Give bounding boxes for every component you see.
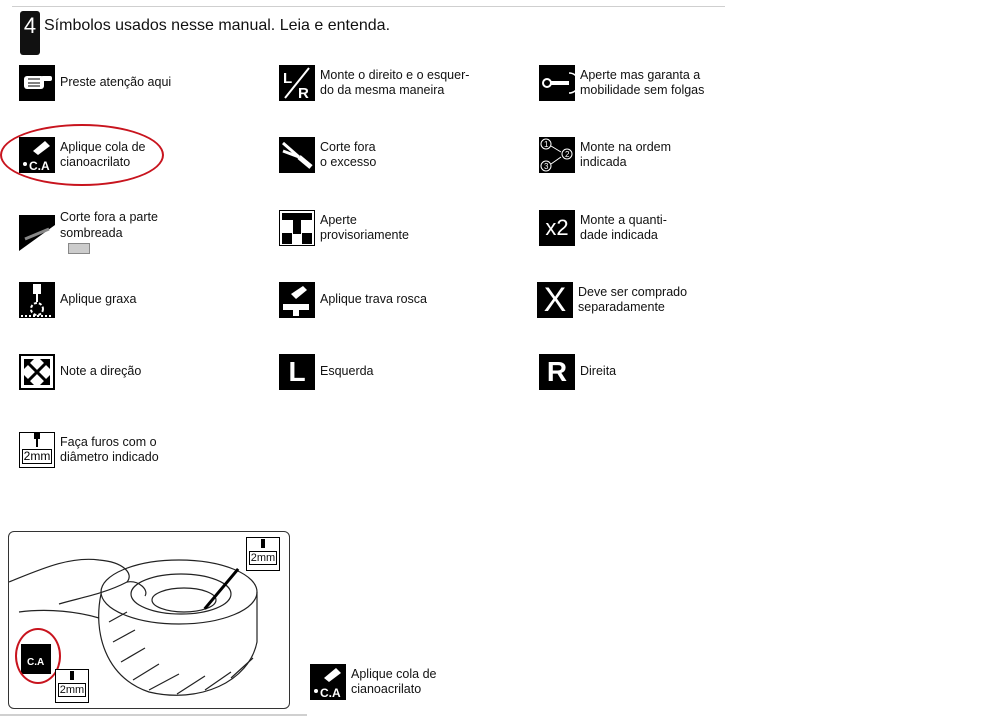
symbol-label: o excesso bbox=[320, 155, 377, 169]
callout-drill-bottom bbox=[55, 669, 89, 703]
symbol-label: do da mesma maneira bbox=[320, 83, 445, 97]
symbol-drill-hole bbox=[19, 432, 220, 468]
symbol-right bbox=[539, 354, 740, 390]
symbol-label: Monte o direito e o esquer- bbox=[320, 67, 470, 82]
tire-illustration bbox=[8, 531, 290, 709]
symbol-label: Corte fora bbox=[320, 139, 376, 154]
symbol-label: Corte fora a parte bbox=[60, 210, 158, 224]
symbol-label: mobilidade sem folgas bbox=[580, 83, 705, 97]
cut-shaded-icon bbox=[19, 215, 55, 251]
symbol-threadlock bbox=[279, 282, 480, 318]
symbol-label: Direita bbox=[580, 364, 617, 379]
order-step-1: 1 bbox=[544, 140, 549, 149]
symbol-order bbox=[539, 137, 740, 173]
symbol-label: Note a direção bbox=[60, 364, 142, 379]
symbol-grease bbox=[19, 282, 220, 318]
footnote-ca-glue bbox=[310, 664, 511, 700]
right-icon bbox=[539, 354, 575, 390]
order-step-3: 3 bbox=[544, 162, 549, 171]
pointing-hand-icon bbox=[19, 65, 55, 101]
symbol-label: Monte a quanti- bbox=[580, 212, 667, 227]
threadlock-icon bbox=[279, 282, 315, 318]
symbol-label: Preste atenção aqui bbox=[60, 75, 172, 90]
drill-hole-icon bbox=[19, 432, 55, 468]
buy-separately-x: X bbox=[543, 282, 567, 318]
tighten-mobility-icon bbox=[539, 65, 575, 101]
symbol-label: Faça furos com o bbox=[60, 434, 157, 449]
symbol-label: cianoacrilato bbox=[60, 155, 131, 169]
page-title: Símbolos usados nesse manual. Leia e entenda. bbox=[44, 17, 391, 34]
shaded-swatch bbox=[68, 243, 90, 254]
symbol-label: separadamente bbox=[578, 300, 665, 314]
symbol-cut-shaded bbox=[19, 210, 220, 257]
highlight-ring bbox=[0, 124, 164, 186]
ca-glue-icon bbox=[310, 664, 346, 700]
symbol-label: sombreada bbox=[60, 225, 123, 240]
footnote-ca-text: C.A bbox=[320, 686, 341, 700]
direction-icon bbox=[19, 354, 55, 390]
symbol-label: Aplique cola de bbox=[60, 139, 146, 154]
bottom-rule bbox=[0, 714, 307, 716]
symbol-label: Aperte bbox=[320, 212, 357, 227]
callout-ca-text: C.A bbox=[27, 657, 45, 668]
quantity-text: x2 bbox=[545, 215, 569, 240]
order-icon bbox=[539, 137, 575, 173]
symbol-label: Monte na ordem bbox=[580, 139, 672, 154]
symbol-tighten-mobility bbox=[539, 65, 740, 101]
top-rule bbox=[12, 6, 725, 7]
quantity-icon bbox=[539, 210, 575, 246]
symbol-quantity bbox=[539, 210, 740, 246]
symbol-label: indicada bbox=[580, 155, 627, 169]
order-step-2: 2 bbox=[565, 150, 570, 159]
right-letter: R bbox=[546, 356, 568, 387]
symbol-cut-excess bbox=[279, 137, 480, 173]
symbol-left-right bbox=[279, 65, 480, 101]
symbol-attention bbox=[19, 65, 220, 101]
footnote-label: Aplique cola de bbox=[351, 666, 437, 681]
lr-right-letter: R bbox=[298, 85, 309, 101]
symbol-label: Esquerda bbox=[320, 364, 374, 379]
callout-drill-top-text: 2mm bbox=[250, 552, 276, 564]
screw-provisional-icon bbox=[279, 210, 315, 246]
symbol-label: Deve ser comprado bbox=[578, 284, 688, 299]
drill-size-text: 2mm bbox=[23, 449, 51, 463]
ca-text: C.A bbox=[29, 159, 50, 173]
step-number-badge: 4 bbox=[20, 11, 40, 55]
symbol-label: Aperte mas garanta a bbox=[580, 67, 701, 82]
buy-separately-icon bbox=[537, 282, 573, 318]
symbol-left bbox=[279, 354, 480, 390]
symbol-label: dade indicada bbox=[580, 228, 658, 242]
symbol-label: Aplique trava rosca bbox=[320, 292, 428, 307]
callout-drill-bottom-text: 2mm bbox=[59, 684, 85, 696]
left-letter: L bbox=[288, 356, 306, 387]
symbol-buy-separately bbox=[537, 282, 738, 318]
symbol-provisional bbox=[279, 210, 480, 246]
lr-left-letter: L bbox=[283, 70, 293, 87]
left-right-icon bbox=[279, 65, 315, 101]
symbol-label: Aplique graxa bbox=[60, 292, 137, 307]
callout-drill-top bbox=[246, 537, 280, 571]
symbol-label: provisoriamente bbox=[320, 228, 409, 242]
grease-icon bbox=[19, 282, 55, 318]
left-icon bbox=[279, 354, 315, 390]
symbol-direction bbox=[19, 354, 220, 390]
symbol-label: diâmetro indicado bbox=[60, 450, 159, 464]
footnote-label: cianoacrilato bbox=[351, 682, 422, 696]
cutter-icon bbox=[279, 137, 315, 173]
